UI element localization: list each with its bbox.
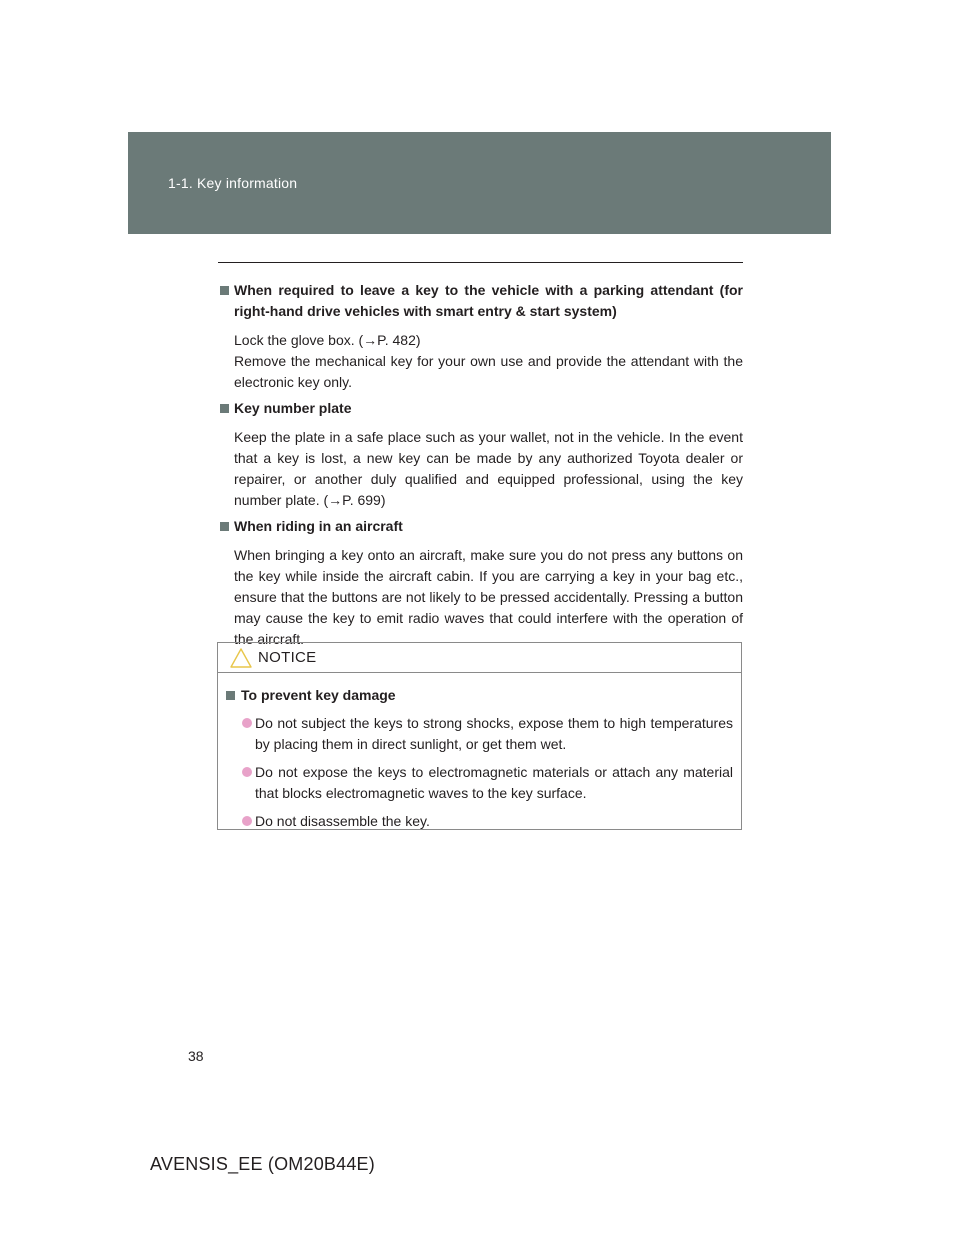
dot-bullet-icon [242, 718, 252, 728]
page-number: 38 [188, 1048, 204, 1064]
section-heading [218, 516, 743, 537]
notice-body [218, 673, 741, 832]
section-key-number-plate [218, 398, 743, 511]
warning-triangle-icon [230, 648, 252, 668]
list-item-text: Do not disassemble the key. [255, 813, 430, 829]
paragraph: Lock the glove box. (→P. 482) [234, 332, 421, 348]
notice-heading [224, 685, 733, 706]
header-band [128, 132, 831, 234]
list-item [224, 811, 733, 832]
section-heading-text: When riding in an aircraft [234, 518, 403, 534]
section-body [218, 330, 743, 393]
dot-bullet-icon [242, 816, 252, 826]
section-parking-attendant [218, 280, 743, 393]
paragraph: Keep the plate in a safe place such as your wallet, not in the vehicle. In the event that a key is lost, a new key can be made by any authorized Toyota dealer or repairer, or another duly qualified and equipped professional, using the key number plate. (→P. 699) [234, 429, 743, 508]
list-item-text: Do not expose the keys to electromagnetic materials or attach any material that blocks electromagnetic waves to the key surface. [255, 764, 733, 801]
notice-header [218, 643, 741, 673]
section-title: 1-1. Key information [168, 175, 298, 191]
notice-title: NOTICE [258, 649, 317, 666]
paragraph: Remove the mechanical key for your own use and provide the attendant with the electronic key only. [234, 353, 743, 390]
notice-box [217, 642, 742, 830]
notice-heading-text: To prevent key damage [241, 687, 396, 703]
section-heading [218, 280, 743, 322]
paragraph: When bringing a key onto an aircraft, make sure you do not press any buttons on the key while inside the aircraft cabin. If you are carrying a key in your bag etc., ensure that the buttons are not likely to be pressed accidentally. Pressing a button may cause the key to emit radio waves that could interfere with the operation of the aircraft. [234, 547, 743, 647]
list-item-text: Do not subject the keys to strong shocks, expose them to high temperatures by placing them in direct sunlight, or get them wet. [255, 715, 733, 752]
section-divider [218, 262, 743, 263]
list-item [224, 762, 733, 804]
section-heading [218, 398, 743, 419]
content-area [218, 280, 743, 655]
square-bullet-icon [220, 286, 229, 295]
list-item [224, 713, 733, 755]
section-body [218, 545, 743, 650]
section-aircraft [218, 516, 743, 650]
square-bullet-icon [226, 691, 235, 700]
document-id: AVENSIS_EE (OM20B44E) [150, 1154, 375, 1174]
dot-bullet-icon [242, 767, 252, 777]
section-heading-text: Key number plate [234, 400, 352, 416]
section-body [218, 427, 743, 511]
square-bullet-icon [220, 522, 229, 531]
section-heading-text: When required to leave a key to the vehicle with a parking attendant (for right-hand drive vehicles with smart entry & start system) [234, 282, 743, 319]
square-bullet-icon [220, 404, 229, 413]
